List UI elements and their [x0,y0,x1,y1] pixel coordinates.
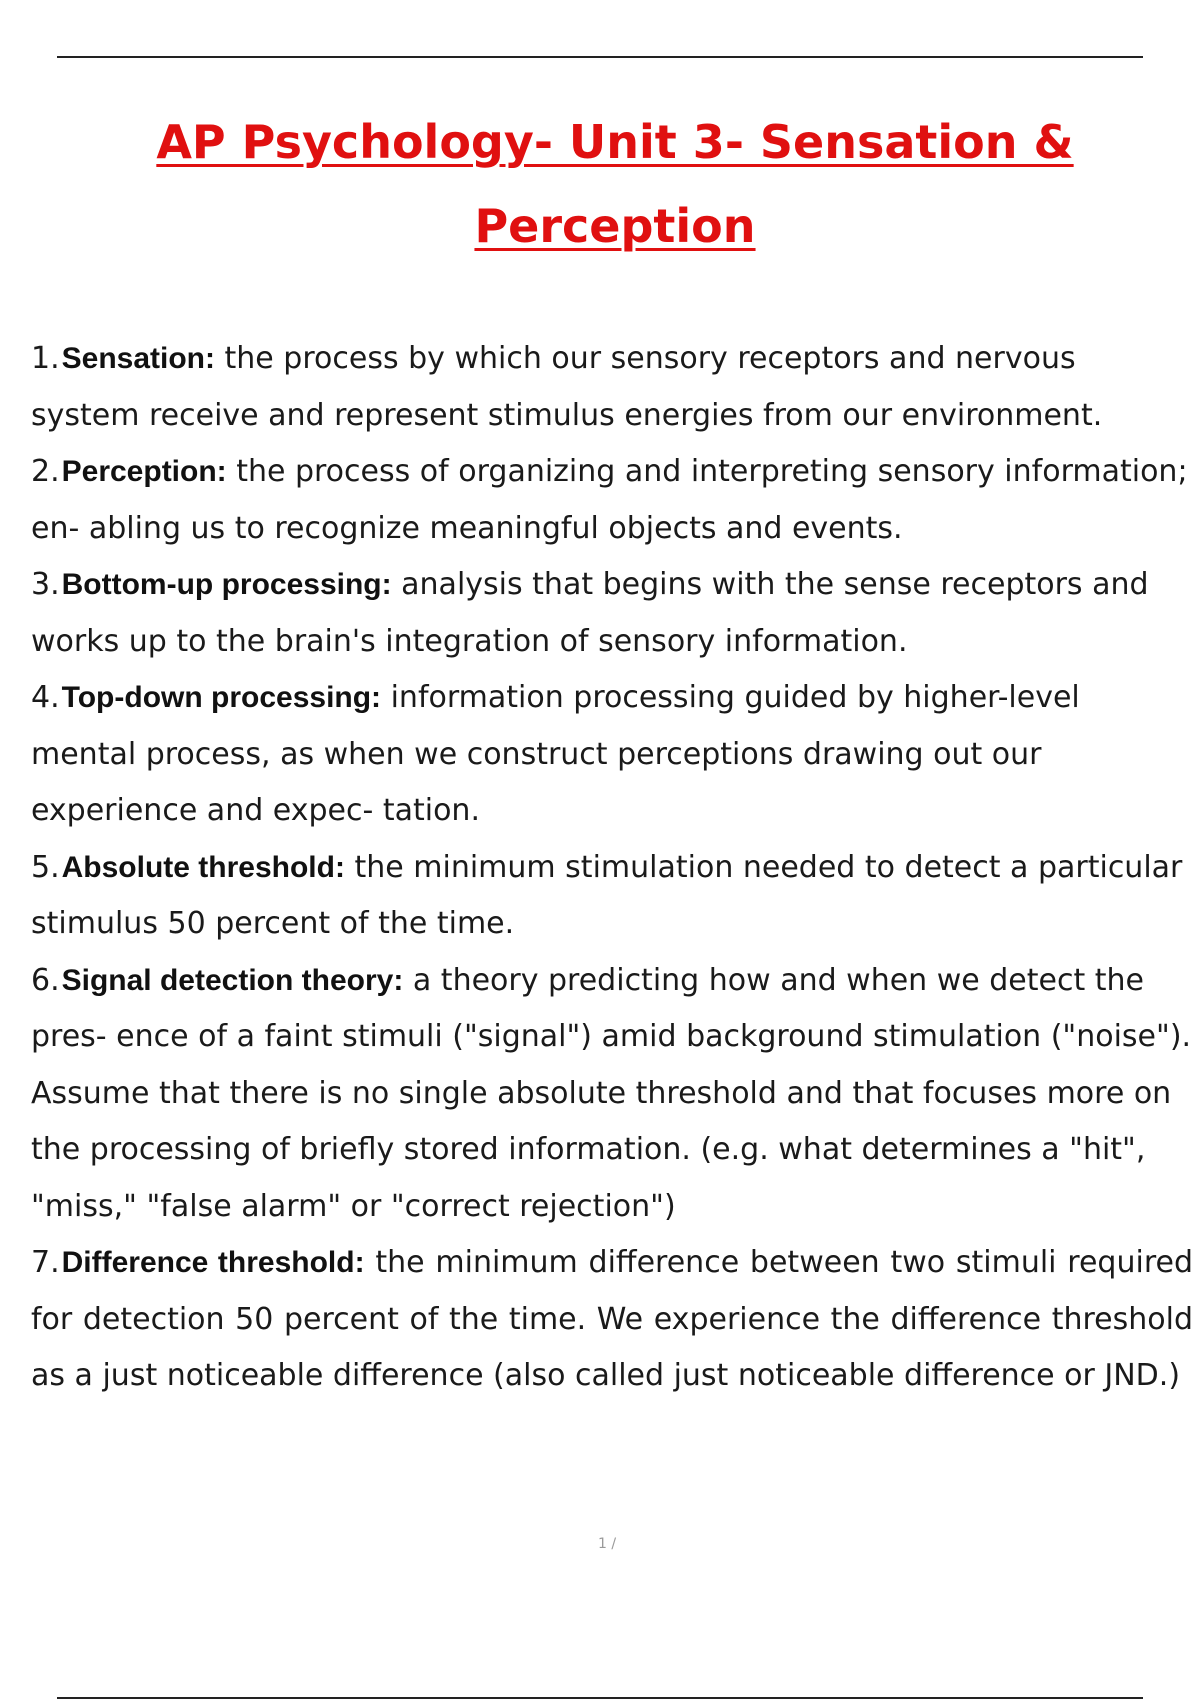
term-item [31,953,1193,1236]
term-name: Bottom-up processing: [61,568,392,601]
term-definition: a theory predicting how and when we detect the pres- ence of a faint stimuli ("signal") amid background stimulation ("noise"). Assume that there is no single absolute threshold and that focuses more on the processing of briefly stored information. (e.g. what determines a "hit", "miss," "false alarm" or "correct rejection") [31,962,1192,1224]
term-number: 2. [31,454,60,489]
term-name: Signal detection theory: [61,963,404,997]
term-definition: the minimum stimulation needed to detect a particular stimulus 50 percent of the time. [31,849,1183,941]
term-item [31,1235,1193,1405]
term-definition: the process by which our sensory receptors and nervous system receive and represent stimulus energies from our environment. [31,341,1103,433]
term-number: 3. [31,567,60,602]
document-title: AP Psychology- Unit 3- Sensation & Perception [156,115,1074,253]
term-name: Difference threshold: [61,1246,365,1279]
term-number: 7. [31,1245,60,1280]
term-number: 6. [31,962,60,998]
term-list [31,331,1193,1405]
term-item [31,444,1193,557]
term-number: 5. [31,849,60,885]
bottom-divider [57,1697,1143,1699]
term-name: Sensation: [61,342,215,375]
term-item [31,331,1193,444]
term-item [31,557,1193,670]
term-number: 4. [31,680,60,715]
term-item [31,670,1193,840]
term-name: Perception: [61,455,227,488]
term-name: Absolute threshold: [61,850,345,884]
term-name: Top-down processing: [61,681,382,714]
term-definition: the minimum difference between two stimuli required for detection 50 percent of the time. We experience the difference threshold as a just noticeable difference (also called just noticeable difference or JND.) [31,1245,1193,1393]
top-divider [57,56,1143,58]
term-definition: analysis that begins with the sense receptors and works up to the brain's integration of sensory information. [31,567,1149,659]
term-number: 1. [31,341,60,376]
page-number: 1 / [598,1536,617,1552]
term-definition: the process of organizing and interpreting sensory information; en- abling us to recognize meaningful objects and events. [31,454,1188,546]
term-definition: information processing guided by higher-level mental process, as when we construct perceptions drawing out our experience and expec- tation. [31,680,1080,828]
term-item [31,840,1193,953]
